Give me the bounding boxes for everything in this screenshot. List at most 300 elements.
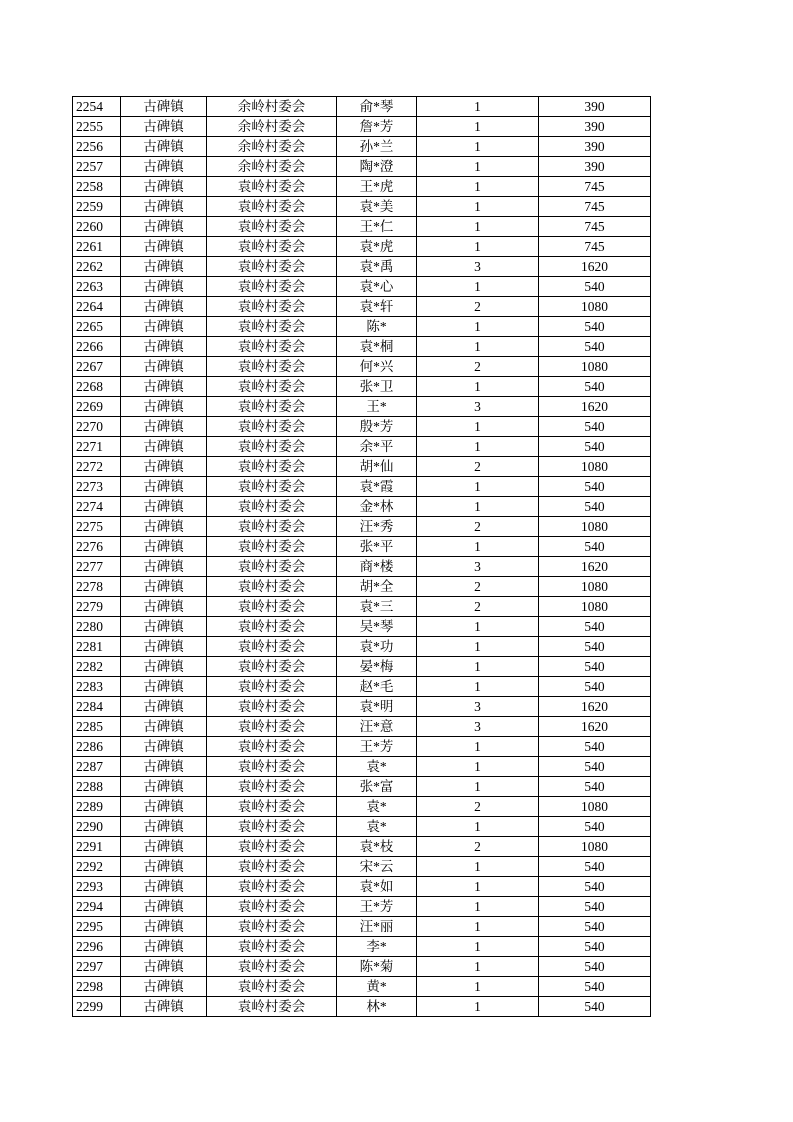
row-number: 2290 (73, 817, 121, 837)
person-name-cell: 余*平 (337, 437, 417, 457)
village-committee-cell: 袁岭村委会 (207, 677, 337, 697)
village-committee-cell: 袁岭村委会 (207, 697, 337, 717)
table-row (73, 457, 651, 477)
table-row (73, 337, 651, 357)
row-number: 2272 (73, 457, 121, 477)
count-cell: 1 (417, 377, 539, 397)
person-name-cell: 张*平 (337, 537, 417, 557)
table-row (73, 717, 651, 737)
town-cell: 古碑镇 (121, 897, 207, 917)
village-committee-cell: 袁岭村委会 (207, 857, 337, 877)
amount-cell: 540 (539, 877, 651, 897)
amount-cell: 540 (539, 897, 651, 917)
village-committee-cell: 袁岭村委会 (207, 497, 337, 517)
town-cell: 古碑镇 (121, 977, 207, 997)
town-cell: 古碑镇 (121, 537, 207, 557)
person-name-cell: 晏*梅 (337, 657, 417, 677)
village-committee-cell: 袁岭村委会 (207, 957, 337, 977)
row-number: 2277 (73, 557, 121, 577)
count-cell: 1 (417, 617, 539, 637)
person-name-cell: 袁*轩 (337, 297, 417, 317)
person-name-cell: 王*芳 (337, 897, 417, 917)
row-number: 2293 (73, 877, 121, 897)
count-cell: 1 (417, 857, 539, 877)
row-number: 2267 (73, 357, 121, 377)
person-name-cell: 袁*桐 (337, 337, 417, 357)
village-committee-cell: 袁岭村委会 (207, 937, 337, 957)
row-number: 2292 (73, 857, 121, 877)
person-name-cell: 何*兴 (337, 357, 417, 377)
amount-cell: 745 (539, 177, 651, 197)
count-cell: 1 (417, 777, 539, 797)
table-row (73, 677, 651, 697)
row-number: 2299 (73, 997, 121, 1017)
person-name-cell: 张*富 (337, 777, 417, 797)
table-row (73, 937, 651, 957)
row-number: 2271 (73, 437, 121, 457)
table-row (73, 297, 651, 317)
row-number: 2263 (73, 277, 121, 297)
row-number: 2268 (73, 377, 121, 397)
amount-cell: 540 (539, 957, 651, 977)
village-committee-cell: 袁岭村委会 (207, 757, 337, 777)
count-cell: 1 (417, 957, 539, 977)
table-row (73, 617, 651, 637)
village-committee-cell: 袁岭村委会 (207, 717, 337, 737)
row-number: 2269 (73, 397, 121, 417)
count-cell: 3 (417, 697, 539, 717)
town-cell: 古碑镇 (121, 377, 207, 397)
table-row (73, 257, 651, 277)
data-table (72, 96, 651, 1017)
amount-cell: 390 (539, 117, 651, 137)
person-name-cell: 赵*毛 (337, 677, 417, 697)
person-name-cell: 袁*明 (337, 697, 417, 717)
town-cell: 古碑镇 (121, 97, 207, 117)
town-cell: 古碑镇 (121, 317, 207, 337)
amount-cell: 540 (539, 677, 651, 697)
person-name-cell: 张*卫 (337, 377, 417, 397)
count-cell: 1 (417, 997, 539, 1017)
table-row (73, 777, 651, 797)
count-cell: 1 (417, 277, 539, 297)
amount-cell: 540 (539, 417, 651, 437)
village-committee-cell: 袁岭村委会 (207, 297, 337, 317)
table-row (73, 977, 651, 997)
town-cell: 古碑镇 (121, 637, 207, 657)
count-cell: 1 (417, 177, 539, 197)
village-committee-cell: 袁岭村委会 (207, 817, 337, 837)
village-committee-cell: 袁岭村委会 (207, 657, 337, 677)
amount-cell: 540 (539, 637, 651, 657)
person-name-cell: 袁* (337, 797, 417, 817)
row-number: 2298 (73, 977, 121, 997)
person-name-cell: 袁*如 (337, 877, 417, 897)
town-cell: 古碑镇 (121, 157, 207, 177)
amount-cell: 745 (539, 197, 651, 217)
count-cell: 2 (417, 517, 539, 537)
town-cell: 古碑镇 (121, 237, 207, 257)
count-cell: 1 (417, 757, 539, 777)
person-name-cell: 汪*秀 (337, 517, 417, 537)
table-row (73, 657, 651, 677)
village-committee-cell: 余岭村委会 (207, 137, 337, 157)
count-cell: 1 (417, 537, 539, 557)
amount-cell: 540 (539, 277, 651, 297)
amount-cell: 1620 (539, 697, 651, 717)
village-committee-cell: 袁岭村委会 (207, 377, 337, 397)
amount-cell: 1080 (539, 457, 651, 477)
amount-cell: 540 (539, 377, 651, 397)
row-number: 2273 (73, 477, 121, 497)
table-row (73, 417, 651, 437)
town-cell: 古碑镇 (121, 397, 207, 417)
count-cell: 1 (417, 977, 539, 997)
amount-cell: 540 (539, 937, 651, 957)
town-cell: 古碑镇 (121, 457, 207, 477)
person-name-cell: 宋*云 (337, 857, 417, 877)
amount-cell: 1080 (539, 597, 651, 617)
village-committee-cell: 袁岭村委会 (207, 237, 337, 257)
town-cell: 古碑镇 (121, 937, 207, 957)
count-cell: 2 (417, 797, 539, 817)
count-cell: 1 (417, 237, 539, 257)
count-cell: 2 (417, 577, 539, 597)
count-cell: 1 (417, 917, 539, 937)
amount-cell: 1620 (539, 397, 651, 417)
row-number: 2280 (73, 617, 121, 637)
row-number: 2262 (73, 257, 121, 277)
table-row (73, 537, 651, 557)
count-cell: 1 (417, 417, 539, 437)
amount-cell: 390 (539, 137, 651, 157)
town-cell: 古碑镇 (121, 777, 207, 797)
table-row (73, 637, 651, 657)
table-row (73, 197, 651, 217)
town-cell: 古碑镇 (121, 757, 207, 777)
table-row (73, 177, 651, 197)
village-committee-cell: 袁岭村委会 (207, 457, 337, 477)
town-cell: 古碑镇 (121, 837, 207, 857)
town-cell: 古碑镇 (121, 677, 207, 697)
village-committee-cell: 袁岭村委会 (207, 217, 337, 237)
table-row (73, 857, 651, 877)
village-committee-cell: 袁岭村委会 (207, 477, 337, 497)
count-cell: 2 (417, 357, 539, 377)
row-number: 2254 (73, 97, 121, 117)
row-number: 2275 (73, 517, 121, 537)
row-number: 2260 (73, 217, 121, 237)
person-name-cell: 袁*虎 (337, 237, 417, 257)
person-name-cell: 俞*琴 (337, 97, 417, 117)
row-number: 2297 (73, 957, 121, 977)
town-cell: 古碑镇 (121, 277, 207, 297)
person-name-cell: 陈* (337, 317, 417, 337)
town-cell: 古碑镇 (121, 657, 207, 677)
amount-cell: 540 (539, 917, 651, 937)
village-committee-cell: 袁岭村委会 (207, 257, 337, 277)
table-row (73, 697, 651, 717)
table-row (73, 237, 651, 257)
amount-cell: 1080 (539, 577, 651, 597)
amount-cell: 1620 (539, 257, 651, 277)
person-name-cell: 汪*丽 (337, 917, 417, 937)
row-number: 2259 (73, 197, 121, 217)
count-cell: 1 (417, 897, 539, 917)
row-number: 2276 (73, 537, 121, 557)
table-row (73, 377, 651, 397)
row-number: 2289 (73, 797, 121, 817)
village-committee-cell: 袁岭村委会 (207, 977, 337, 997)
count-cell: 1 (417, 497, 539, 517)
person-name-cell: 王*虎 (337, 177, 417, 197)
person-name-cell: 殷*芳 (337, 417, 417, 437)
amount-cell: 540 (539, 537, 651, 557)
town-cell: 古碑镇 (121, 517, 207, 537)
town-cell: 古碑镇 (121, 577, 207, 597)
amount-cell: 1080 (539, 837, 651, 857)
amount-cell: 540 (539, 477, 651, 497)
table-row (73, 477, 651, 497)
amount-cell: 540 (539, 777, 651, 797)
person-name-cell: 胡*仙 (337, 457, 417, 477)
row-number: 2261 (73, 237, 121, 257)
person-name-cell: 吴*琴 (337, 617, 417, 637)
count-cell: 1 (417, 117, 539, 137)
village-committee-cell: 袁岭村委会 (207, 357, 337, 377)
village-committee-cell: 袁岭村委会 (207, 997, 337, 1017)
town-cell: 古碑镇 (121, 817, 207, 837)
amount-cell: 540 (539, 497, 651, 517)
count-cell: 2 (417, 597, 539, 617)
count-cell: 1 (417, 337, 539, 357)
table-row (73, 437, 651, 457)
row-number: 2265 (73, 317, 121, 337)
table-body (73, 97, 651, 1017)
row-number: 2281 (73, 637, 121, 657)
amount-cell: 390 (539, 157, 651, 177)
person-name-cell: 袁*禹 (337, 257, 417, 277)
town-cell: 古碑镇 (121, 177, 207, 197)
row-number: 2285 (73, 717, 121, 737)
amount-cell: 540 (539, 737, 651, 757)
amount-cell: 540 (539, 857, 651, 877)
amount-cell: 540 (539, 997, 651, 1017)
row-number: 2266 (73, 337, 121, 357)
village-committee-cell: 袁岭村委会 (207, 797, 337, 817)
table-row (73, 497, 651, 517)
amount-cell: 1080 (539, 797, 651, 817)
table-row (73, 277, 651, 297)
table-row (73, 877, 651, 897)
table-row (73, 917, 651, 937)
person-name-cell: 黄* (337, 977, 417, 997)
count-cell: 3 (417, 557, 539, 577)
table-row (73, 357, 651, 377)
table-row (73, 557, 651, 577)
village-committee-cell: 袁岭村委会 (207, 537, 337, 557)
person-name-cell: 陶*澄 (337, 157, 417, 177)
person-name-cell: 王* (337, 397, 417, 417)
amount-cell: 540 (539, 757, 651, 777)
village-committee-cell: 袁岭村委会 (207, 837, 337, 857)
amount-cell: 540 (539, 337, 651, 357)
town-cell: 古碑镇 (121, 557, 207, 577)
count-cell: 1 (417, 137, 539, 157)
village-committee-cell: 袁岭村委会 (207, 877, 337, 897)
village-committee-cell: 袁岭村委会 (207, 517, 337, 537)
table-row (73, 797, 651, 817)
table-row (73, 117, 651, 137)
count-cell: 1 (417, 197, 539, 217)
count-cell: 1 (417, 437, 539, 457)
row-number: 2257 (73, 157, 121, 177)
village-committee-cell: 袁岭村委会 (207, 437, 337, 457)
village-committee-cell: 袁岭村委会 (207, 197, 337, 217)
table-row (73, 137, 651, 157)
person-name-cell: 陈*菊 (337, 957, 417, 977)
village-committee-cell: 袁岭村委会 (207, 617, 337, 637)
person-name-cell: 袁*霞 (337, 477, 417, 497)
town-cell: 古碑镇 (121, 437, 207, 457)
row-number: 2295 (73, 917, 121, 937)
person-name-cell: 王*仁 (337, 217, 417, 237)
count-cell: 1 (417, 677, 539, 697)
amount-cell: 1080 (539, 357, 651, 377)
table-row (73, 517, 651, 537)
count-cell: 1 (417, 477, 539, 497)
amount-cell: 1620 (539, 717, 651, 737)
amount-cell: 745 (539, 237, 651, 257)
count-cell: 1 (417, 657, 539, 677)
count-cell: 1 (417, 737, 539, 757)
table-row (73, 897, 651, 917)
count-cell: 1 (417, 817, 539, 837)
count-cell: 1 (417, 157, 539, 177)
row-number: 2274 (73, 497, 121, 517)
amount-cell: 540 (539, 317, 651, 337)
village-committee-cell: 袁岭村委会 (207, 397, 337, 417)
person-name-cell: 孙*兰 (337, 137, 417, 157)
town-cell: 古碑镇 (121, 257, 207, 277)
count-cell: 2 (417, 837, 539, 857)
town-cell: 古碑镇 (121, 597, 207, 617)
count-cell: 3 (417, 257, 539, 277)
amount-cell: 540 (539, 437, 651, 457)
town-cell: 古碑镇 (121, 197, 207, 217)
town-cell: 古碑镇 (121, 117, 207, 137)
table-row (73, 157, 651, 177)
village-committee-cell: 余岭村委会 (207, 157, 337, 177)
row-number: 2296 (73, 937, 121, 957)
table-row (73, 817, 651, 837)
village-committee-cell: 袁岭村委会 (207, 577, 337, 597)
amount-cell: 745 (539, 217, 651, 237)
town-cell: 古碑镇 (121, 857, 207, 877)
village-committee-cell: 袁岭村委会 (207, 917, 337, 937)
town-cell: 古碑镇 (121, 217, 207, 237)
village-committee-cell: 袁岭村委会 (207, 597, 337, 617)
row-number: 2283 (73, 677, 121, 697)
village-committee-cell: 袁岭村委会 (207, 737, 337, 757)
village-committee-cell: 袁岭村委会 (207, 897, 337, 917)
amount-cell: 540 (539, 617, 651, 637)
town-cell: 古碑镇 (121, 337, 207, 357)
row-number: 2284 (73, 697, 121, 717)
amount-cell: 390 (539, 97, 651, 117)
row-number: 2256 (73, 137, 121, 157)
table-row (73, 577, 651, 597)
town-cell: 古碑镇 (121, 617, 207, 637)
person-name-cell: 汪*意 (337, 717, 417, 737)
amount-cell: 540 (539, 977, 651, 997)
person-name-cell: 胡*全 (337, 577, 417, 597)
person-name-cell: 李* (337, 937, 417, 957)
table-row (73, 217, 651, 237)
person-name-cell: 商*楼 (337, 557, 417, 577)
town-cell: 古碑镇 (121, 737, 207, 757)
row-number: 2294 (73, 897, 121, 917)
person-name-cell: 袁* (337, 817, 417, 837)
person-name-cell: 袁*美 (337, 197, 417, 217)
table-row (73, 757, 651, 777)
count-cell: 1 (417, 217, 539, 237)
person-name-cell: 袁*功 (337, 637, 417, 657)
row-number: 2288 (73, 777, 121, 797)
count-cell: 1 (417, 877, 539, 897)
person-name-cell: 林* (337, 997, 417, 1017)
village-committee-cell: 袁岭村委会 (207, 557, 337, 577)
row-number: 2279 (73, 597, 121, 617)
village-committee-cell: 袁岭村委会 (207, 177, 337, 197)
row-number: 2291 (73, 837, 121, 857)
town-cell: 古碑镇 (121, 297, 207, 317)
row-number: 2282 (73, 657, 121, 677)
table-row (73, 97, 651, 117)
table-row (73, 997, 651, 1017)
amount-cell: 1080 (539, 517, 651, 537)
town-cell: 古碑镇 (121, 717, 207, 737)
town-cell: 古碑镇 (121, 797, 207, 817)
village-committee-cell: 袁岭村委会 (207, 637, 337, 657)
village-committee-cell: 袁岭村委会 (207, 317, 337, 337)
count-cell: 1 (417, 937, 539, 957)
person-name-cell: 袁* (337, 757, 417, 777)
person-name-cell: 袁*三 (337, 597, 417, 617)
count-cell: 2 (417, 297, 539, 317)
town-cell: 古碑镇 (121, 957, 207, 977)
town-cell: 古碑镇 (121, 137, 207, 157)
row-number: 2264 (73, 297, 121, 317)
town-cell: 古碑镇 (121, 417, 207, 437)
table-row (73, 397, 651, 417)
row-number: 2255 (73, 117, 121, 137)
amount-cell: 540 (539, 657, 651, 677)
village-committee-cell: 袁岭村委会 (207, 337, 337, 357)
table-row (73, 597, 651, 617)
count-cell: 3 (417, 397, 539, 417)
village-committee-cell: 余岭村委会 (207, 97, 337, 117)
table-row (73, 837, 651, 857)
town-cell: 古碑镇 (121, 997, 207, 1017)
village-committee-cell: 袁岭村委会 (207, 417, 337, 437)
row-number: 2258 (73, 177, 121, 197)
table-row (73, 737, 651, 757)
person-name-cell: 袁*枝 (337, 837, 417, 857)
row-number: 2287 (73, 757, 121, 777)
person-name-cell: 王*芳 (337, 737, 417, 757)
person-name-cell: 詹*芳 (337, 117, 417, 137)
